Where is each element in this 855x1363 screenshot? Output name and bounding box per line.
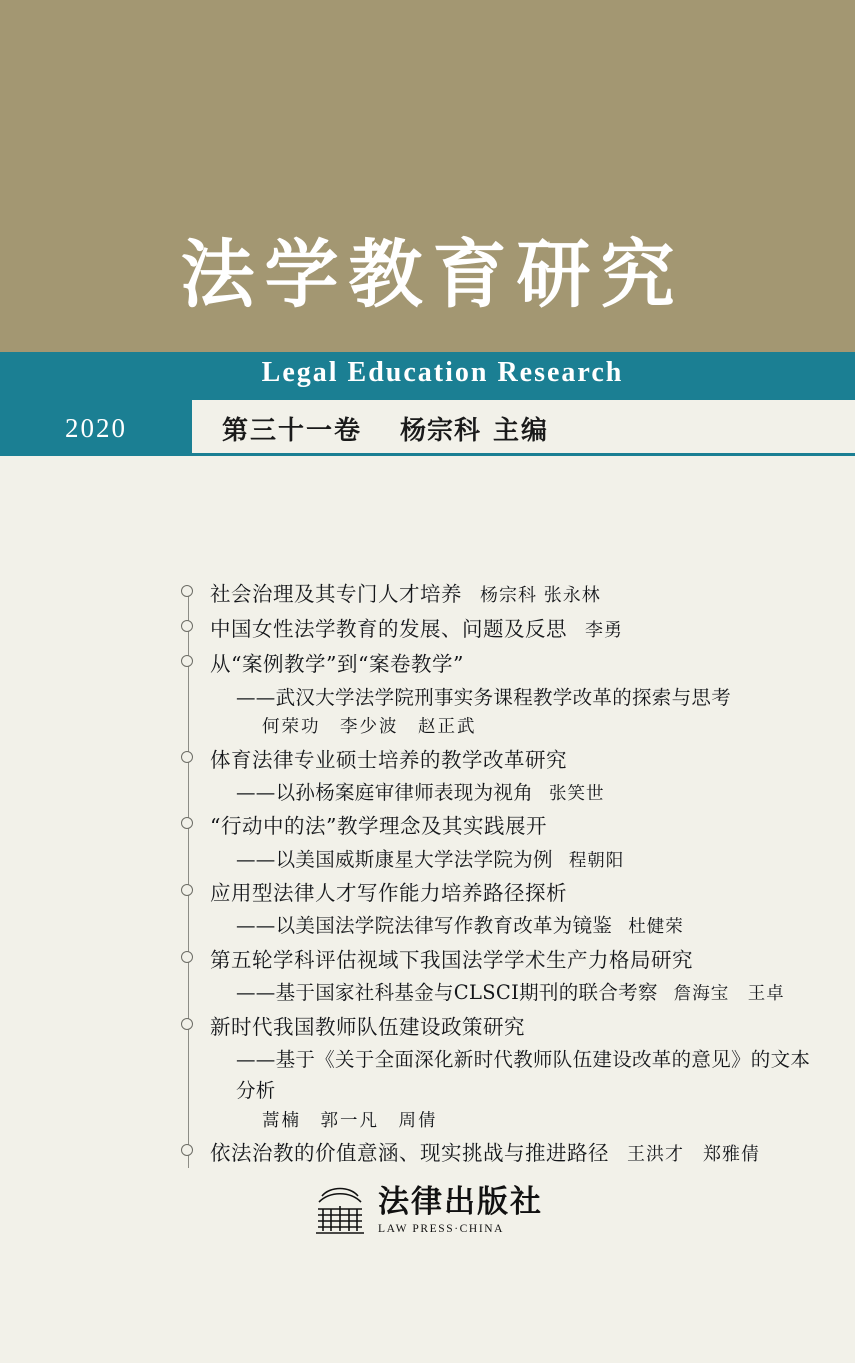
entry-subtitle-text: ——武汉大学法学院刑事实务课程教学改革的探索与思考: [236, 685, 732, 709]
entry-title-text: 新时代我国教师队伍建设政策研究: [210, 1014, 525, 1039]
entry-title: [210, 578, 822, 611]
bullet-icon: [181, 884, 193, 896]
entry-subtitle-text: ——基于《关于全面深化新时代教师队伍建设改革的意见》的文本分析: [236, 1047, 811, 1103]
list-item: [182, 578, 822, 611]
entry-subtitle-text: ——以美国法学院法律写作教育改革为镜鉴: [236, 914, 613, 938]
law-press-logo-icon: [312, 1180, 368, 1240]
volume-label: 第三十一卷: [222, 416, 363, 446]
list-item: [182, 648, 822, 741]
editor-role: 主编: [493, 416, 550, 446]
entry-title-text: 中国女性法学教育的发展、问题及反思: [210, 617, 567, 642]
entry-authors: 詹海宝 王卓: [673, 984, 785, 1005]
list-item: [182, 944, 822, 1009]
bullet-icon: [181, 620, 193, 632]
year-badge: 2020: [0, 400, 192, 456]
entry-title-text: 从“案例教学”到“案卷教学”: [210, 652, 464, 677]
entry-subtitle-text: ——以孙杨案庭审律师表现为视角: [236, 780, 533, 804]
entry-title: [210, 877, 822, 910]
list-item: [182, 744, 822, 809]
entry-authors: 杨宗科 张永林: [480, 585, 601, 606]
entry-title: [210, 648, 822, 681]
entry-title: [210, 810, 822, 843]
entry-authors: 王洪才 郑雅倩: [627, 1144, 760, 1166]
journal-title-cn: 法学教育研究: [180, 232, 685, 318]
entry-title: [210, 944, 822, 977]
journal-title-en: Legal Education Research: [261, 357, 624, 388]
list-item: [182, 1137, 822, 1170]
list-item: [182, 613, 822, 646]
entry-authors: 杜健荣: [628, 917, 684, 938]
entry-title-text: 依法治教的价值意涵、现实挑战与推进路径: [210, 1141, 609, 1166]
entry-authors: 何荣功 李少波 赵正武: [262, 717, 477, 738]
bullet-icon: [181, 951, 193, 963]
entry-authors: 李勇: [585, 620, 623, 642]
entry-title: [210, 1011, 822, 1044]
entry-title: [210, 744, 822, 777]
entry-title: [210, 613, 822, 646]
entry-title: [210, 1137, 822, 1170]
entry-subtitle: [236, 977, 822, 1009]
volume-editor-line: [222, 410, 549, 447]
publisher-block: [0, 1180, 855, 1245]
entry-subtitle: [236, 1044, 822, 1107]
editor-name: 杨宗科: [400, 416, 482, 446]
entry-title-text: 应用型法律人才写作能力培养路径探析: [210, 881, 567, 906]
list-item: [182, 877, 822, 942]
entry-subtitle: [236, 682, 822, 714]
entry-subtitle-text: ——以美国威斯康星大学法学院为例: [236, 847, 553, 871]
publisher-name-cn: 法律出版社: [378, 1184, 543, 1221]
bullet-icon: [181, 1018, 193, 1030]
entry-subtitle: [236, 910, 822, 942]
entry-title-text: 第五轮学科评估视域下我国法学学术生产力格局研究: [210, 947, 693, 972]
entry-authors: 蒿楠 郭一凡 周倩: [262, 1111, 438, 1132]
entry-title-text: 体育法律专业硕士培养的教学改革研究: [210, 747, 567, 772]
bullet-icon: [181, 585, 193, 597]
publisher-name-en: LAW PRESS·CHINA: [378, 1222, 505, 1235]
entry-title-text: “行动中的法”教学理念及其实践展开: [210, 814, 547, 839]
entry-authors: 张笑世: [549, 783, 605, 804]
bullet-icon: [181, 817, 193, 829]
bullet-icon: [181, 655, 193, 667]
contents-list: [182, 578, 822, 1173]
entry-subtitle: [236, 844, 822, 876]
entry-title-text: 社会治理及其专门人才培养: [210, 582, 462, 606]
list-item: [182, 1011, 822, 1136]
entry-subtitle: [236, 777, 822, 809]
entry-authors: 程朝阳: [568, 850, 625, 871]
bullet-icon: [181, 751, 193, 763]
list-item: [182, 810, 822, 875]
bullet-icon: [181, 1144, 193, 1156]
entry-subtitle-text: ——基于国家社科基金与CLSCI期刊的联合考察: [236, 981, 658, 1005]
